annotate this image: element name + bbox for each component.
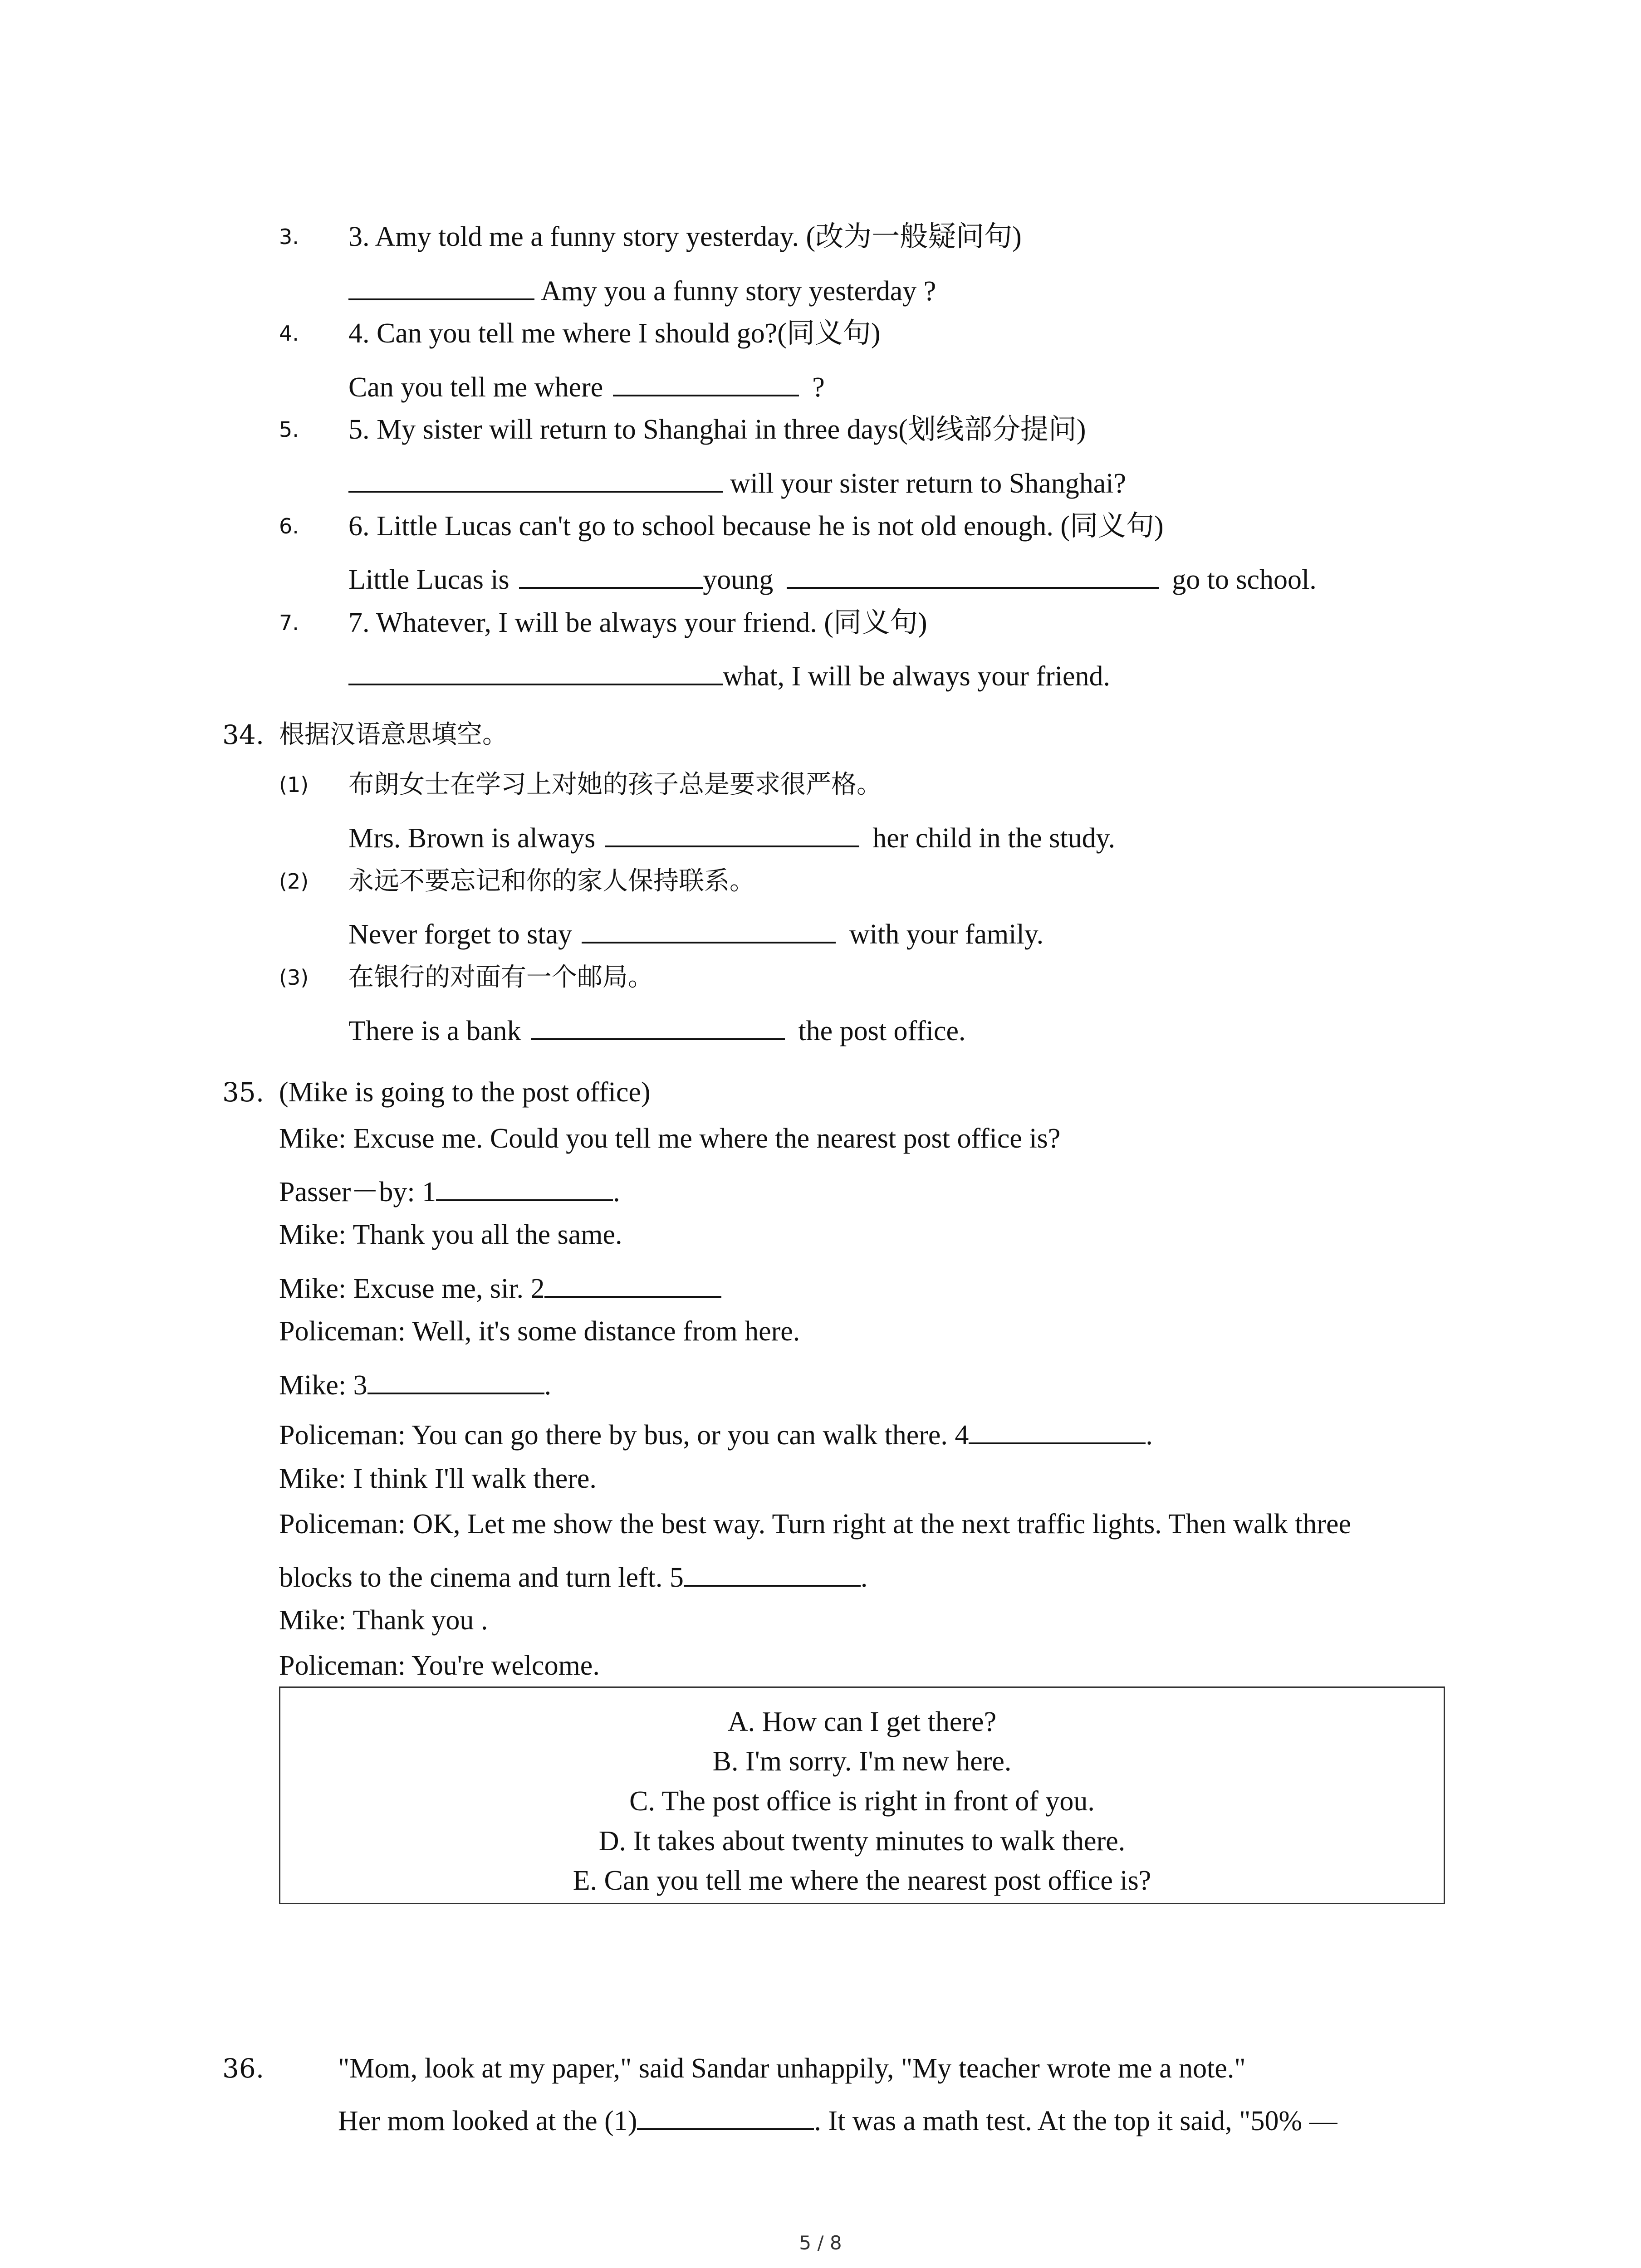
passage-text: Her mom looked at the (1) — [338, 2106, 637, 2136]
item-answer-line — [348, 559, 1317, 598]
option-c: C. The post office is right in front of you. — [629, 1786, 1095, 1817]
answer-blank[interactable] — [348, 655, 723, 685]
item-answer-line — [348, 463, 1126, 502]
answer-blank[interactable] — [436, 1171, 613, 1201]
answer-text: There is a bank — [348, 1016, 521, 1046]
answer-blank[interactable] — [531, 1010, 785, 1040]
item-stem: 5. My sister will return to Shanghai in three days(划线部分提问) — [348, 414, 1086, 445]
item-number: 5. — [279, 417, 299, 442]
passage-text: . It was a math test. At the top it said, "50% — — [814, 2106, 1337, 2136]
item-number: 3. — [279, 225, 299, 249]
answer-text: Can you tell me where — [348, 372, 603, 403]
dialogue-line — [279, 1557, 867, 1596]
item-stem: 7. Whatever, I will be always your friend. (同义句) — [348, 607, 927, 638]
item-answer-line — [348, 270, 936, 309]
answer-blank[interactable] — [684, 1557, 861, 1587]
dialogue-line — [279, 1171, 620, 1210]
dialogue-line: Policeman: Well, it's some distance from here. — [279, 1316, 800, 1347]
passage-line: "Mom, look at my paper," said Sandar unhappily, "My teacher wrote me a note." — [338, 2053, 1246, 2084]
dialogue-line: Mike: I think I'll walk there. — [279, 1463, 597, 1494]
dialogue-text: blocks to the cinema and turn left. 5 — [279, 1562, 684, 1593]
answer-text: what, I will be always your friend. — [723, 661, 1110, 692]
answer-blank[interactable] — [605, 817, 859, 847]
dialogue-line: Policeman: You're welcome. — [279, 1650, 600, 1681]
option-e: E. Can you tell me where the nearest post office is? — [573, 1865, 1151, 1896]
dialogue-line — [279, 1364, 551, 1403]
answer-blank[interactable] — [519, 559, 703, 589]
chinese-sentence: 永远不要忘记和你的家人保持联系。 — [348, 866, 755, 896]
english-fill-line — [348, 914, 1043, 953]
dialogue-text: Mike: Excuse me, sir. 2 — [279, 1273, 545, 1304]
answer-text: will your sister return to Shanghai? — [730, 468, 1126, 499]
item-stem: 6. Little Lucas can't go to school because he is not old enough. (同义句) — [348, 511, 1164, 542]
dialogue-line: Mike: Thank you . — [279, 1605, 488, 1636]
page-number: 5 / 8 — [799, 2232, 842, 2254]
chinese-sentence: 布朗女士在学习上对她的孩子总是要求很严格。 — [348, 770, 882, 799]
period: . — [613, 1177, 620, 1207]
english-fill-line — [348, 1010, 966, 1049]
dialogue-text: Policeman: You can go there by bus, or you can walk there. 4 — [279, 1420, 969, 1451]
answer-blank[interactable] — [787, 559, 1159, 589]
sub-item-number: (3) — [279, 965, 309, 990]
answer-blank[interactable] — [582, 914, 836, 943]
options-box — [279, 1686, 1445, 1904]
sub-item-number: (1) — [279, 772, 309, 797]
dialogue-line — [279, 1414, 1153, 1453]
english-fill-line — [348, 817, 1115, 856]
answer-text: ? — [812, 372, 825, 403]
answer-text: the post office. — [798, 1016, 966, 1046]
answer-blank[interactable] — [613, 367, 799, 396]
dialogue-line: Mike: Thank you all the same. — [279, 1219, 622, 1250]
dialogue-line: Mike: Excuse me. Could you tell me where the nearest post office is? — [279, 1123, 1061, 1154]
answer-text: with your family. — [849, 919, 1044, 950]
answer-blank[interactable] — [544, 1268, 721, 1298]
period: . — [860, 1562, 868, 1593]
item-answer-line — [348, 655, 1110, 694]
answer-blank[interactable] — [969, 1414, 1146, 1444]
dialogue-text: Passer－by: 1 — [279, 1177, 436, 1207]
item-answer-line — [348, 367, 825, 406]
chinese-sentence: 在银行的对面有一个邮局。 — [348, 963, 653, 992]
option-b: B. I'm sorry. I'm new here. — [712, 1746, 1012, 1777]
question-number: 34. — [222, 719, 265, 750]
option-d: D. It takes about twenty minutes to walk there. — [598, 1826, 1126, 1857]
sub-item-number: (2) — [279, 869, 309, 894]
question-title: 根据汉语意思填空。 — [279, 720, 508, 749]
answer-text: Amy you a funny story yesterday ? — [541, 276, 936, 307]
answer-text: Never forget to stay — [348, 919, 572, 950]
period: . — [1146, 1420, 1153, 1451]
passage-line — [338, 2100, 1337, 2139]
answer-blank[interactable] — [348, 463, 723, 493]
question-number: 35. — [222, 1077, 265, 1108]
answer-blank[interactable] — [348, 270, 534, 300]
answer-text: Mrs. Brown is always — [348, 823, 596, 854]
answer-text: Little Lucas is — [348, 564, 509, 595]
dialogue-line — [279, 1268, 721, 1307]
answer-blank[interactable] — [367, 1364, 544, 1394]
item-stem: 4. Can you tell me where I should go?(同义句) — [348, 318, 881, 349]
item-number: 7. — [279, 611, 299, 635]
item-number: 6. — [279, 514, 299, 538]
dialogue-text: Mike: 3 — [279, 1370, 367, 1401]
item-number: 4. — [279, 321, 299, 346]
period: . — [544, 1370, 552, 1401]
answer-text: go to school. — [1172, 564, 1317, 595]
answer-text: her child in the study. — [872, 823, 1116, 854]
item-stem: 3. Amy told me a funny story yesterday. (改为一般疑问句) — [348, 221, 1022, 252]
answer-text: young — [703, 564, 774, 595]
question-number: 36. — [222, 2053, 265, 2084]
dialogue-line: Policeman: OK, Let me show the best way. Turn right at the next traffic lights. Then walk three — [279, 1509, 1351, 1540]
option-a: A. How can I get there? — [727, 1706, 997, 1737]
dialogue-intro: (Mike is going to the post office) — [279, 1077, 651, 1108]
answer-blank[interactable] — [637, 2100, 814, 2130]
